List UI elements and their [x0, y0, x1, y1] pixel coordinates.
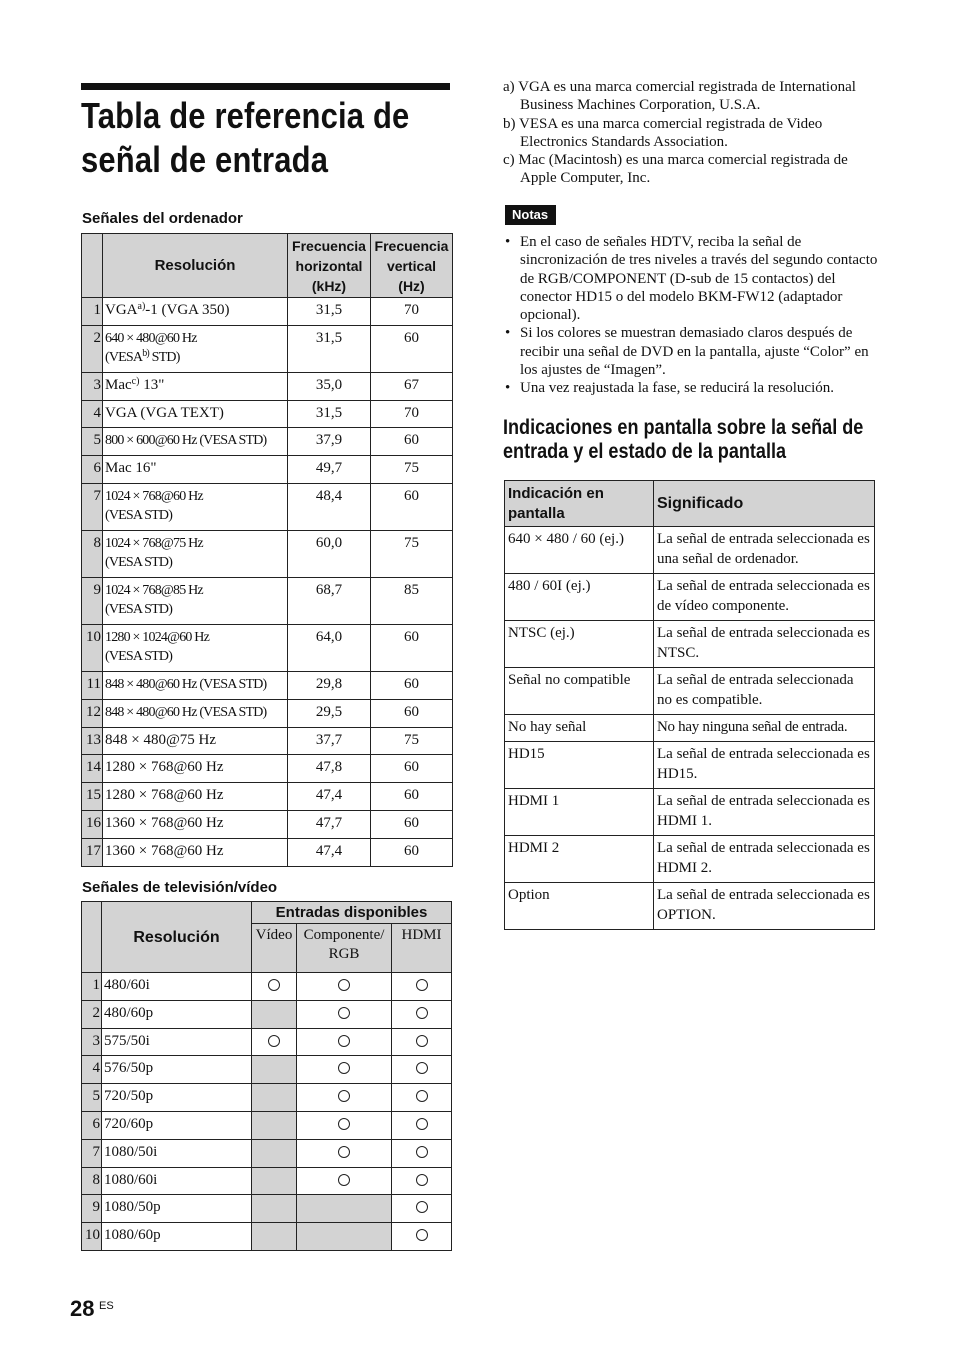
pc-header-hfreq — [288, 234, 371, 298]
indication-cell: No hay señal — [505, 715, 654, 742]
table-row — [82, 577, 453, 624]
table-row — [82, 428, 453, 456]
pc-signals-table — [81, 233, 453, 867]
video-cell — [252, 1167, 297, 1195]
video-cell — [252, 1139, 297, 1167]
vfreq-cell: 60 — [371, 325, 453, 372]
note-text: Una vez reajustada la fase, se reducirá la resolución. — [520, 380, 835, 397]
hfreq-cell: 47,8 — [288, 755, 371, 783]
table-row — [82, 1111, 452, 1139]
vfreq-cell: 60 — [371, 483, 453, 530]
available-circle-icon — [416, 1174, 428, 1186]
vfreq-cell: 70 — [371, 400, 453, 428]
hdmi-cell — [392, 1167, 452, 1195]
resolution-cell: 720/50p — [102, 1084, 252, 1112]
resolution-cell: 1080/60i — [102, 1167, 252, 1195]
footnote-item — [503, 115, 883, 152]
hfreq-cell: 64,0 — [288, 624, 371, 671]
vfreq-cell: 60 — [371, 838, 453, 866]
osd-header-meaning: Significado — [654, 481, 875, 527]
available-circle-icon — [416, 1062, 428, 1074]
vfreq-cell: 75 — [371, 456, 453, 484]
row-number: 10 — [82, 1223, 102, 1251]
resolution-line — [105, 301, 287, 320]
footnote-mark: c) — [131, 375, 140, 387]
resolution-line: 1024 × 768@75 Hz — [105, 535, 203, 551]
row-number: 10 — [82, 624, 103, 671]
row-number: 9 — [82, 1195, 102, 1223]
osd-table — [504, 480, 875, 930]
row-number: 4 — [82, 400, 103, 428]
resolution-cell — [103, 699, 288, 727]
hfreq-cell: 47,7 — [288, 810, 371, 838]
resolution-text: Mac — [105, 376, 132, 393]
bullet-icon: • — [505, 325, 511, 342]
component-cell — [297, 1223, 392, 1251]
row-number: 12 — [82, 699, 103, 727]
video-cell — [252, 1084, 297, 1112]
resolution-cell — [103, 325, 288, 372]
resolution-text: 1360 × 768@60 Hz — [105, 842, 224, 859]
vfreq-cell: 70 — [371, 298, 453, 326]
indication-cell: Señal no compatible — [505, 668, 654, 715]
available-circle-icon — [416, 1090, 428, 1102]
table-row — [82, 755, 453, 783]
resolution-line: 1024 × 768@60 Hz — [105, 488, 203, 504]
available-circle-icon — [416, 1007, 428, 1019]
component-cell — [297, 973, 392, 1001]
resolution-cell: 480/60p — [102, 1000, 252, 1028]
row-number: 13 — [82, 727, 103, 755]
resolution-cell — [103, 428, 288, 456]
resolution-cell: 1080/50p — [102, 1195, 252, 1223]
vfreq-cell: 67 — [371, 372, 453, 400]
resolution-cell — [103, 671, 288, 699]
resolution-line: (VESA STD) — [105, 507, 173, 523]
pc-header-vfreq — [371, 234, 453, 298]
table-row — [82, 1028, 452, 1056]
note-text: Si los colores se muestran demasiado claros después de recibir una señal de DVD en la pantalla, ajuste “Color” en los ajustes de “Imagen”. — [520, 325, 869, 379]
resolution-text: Mac 16" — [105, 460, 157, 477]
resolution-cell — [103, 530, 288, 577]
hfreq-cell: 49,7 — [288, 456, 371, 484]
component-cell — [297, 1084, 392, 1112]
table-row — [505, 789, 875, 836]
footnote-mark: b) — [503, 115, 516, 132]
row-number: 15 — [82, 783, 103, 811]
row-number: 14 — [82, 755, 103, 783]
available-circle-icon — [416, 1201, 428, 1213]
component-cell — [297, 1111, 392, 1139]
tv-header-component-line: Componente/ — [303, 927, 385, 943]
meaning-cell: La señal de entrada seleccionada no es compatible. — [654, 668, 875, 715]
meaning-cell: La señal de entrada seleccionada es una señal de ordenador. — [654, 527, 875, 574]
resolution-cell — [103, 727, 288, 755]
table-row — [82, 530, 453, 577]
table-row — [82, 483, 453, 530]
pc-header-vfreq-line: Frecuencia — [374, 237, 449, 254]
page-title: Tabla de referencia de señal de entrada — [81, 95, 410, 180]
vfreq-cell: 60 — [371, 671, 453, 699]
hfreq-cell: 35,0 — [288, 372, 371, 400]
tv-header-inputs: Entradas disponibles — [252, 902, 452, 924]
tv-signals-label: Señales de televisión/vídeo — [82, 879, 278, 896]
indication-cell: HDMI 2 — [505, 836, 654, 883]
row-number: 16 — [82, 810, 103, 838]
resolution-text: 848 × 480@60 Hz (VESA STD) — [105, 676, 267, 692]
footnote-item — [503, 151, 883, 188]
tv-signals-table — [81, 901, 452, 1251]
resolution-text: (VESA — [105, 349, 143, 365]
row-number: 1 — [82, 973, 102, 1001]
table-row — [82, 325, 453, 372]
footnote-text: Mac (Macintosh) es una marca comercial registrada de Apple Computer, Inc. — [518, 152, 848, 187]
resolution-line — [105, 376, 287, 395]
table-row — [82, 1000, 452, 1028]
meaning-cell: La señal de entrada seleccionada es HDMI 2. — [654, 836, 875, 883]
table-row — [82, 783, 453, 811]
footnote-mark: b) — [142, 347, 149, 359]
component-cell — [297, 1139, 392, 1167]
osd-header-indication: Indicación en pantalla — [505, 481, 654, 527]
table-row — [82, 671, 453, 699]
pc-header-hfreq-line: horizontal — [295, 257, 363, 274]
row-number: 3 — [82, 1028, 102, 1056]
component-cell — [297, 1167, 392, 1195]
resolution-line — [105, 348, 287, 367]
component-cell — [297, 1000, 392, 1028]
table-row — [82, 727, 453, 755]
title-rule — [81, 83, 450, 90]
table-row — [505, 621, 875, 668]
table-row — [505, 527, 875, 574]
hdmi-cell — [392, 1028, 452, 1056]
component-cell — [297, 1056, 392, 1084]
table-row — [82, 973, 452, 1001]
resolution-text: -1 (VGA 350) — [145, 302, 230, 318]
hdmi-cell — [392, 1084, 452, 1112]
footnote-text: VGA es una marca comercial registrada de International Business Machines Corporation, U.S.A. — [518, 79, 856, 114]
row-number: 1 — [82, 298, 103, 326]
hfreq-cell: 47,4 — [288, 838, 371, 866]
video-cell — [252, 973, 297, 1001]
hfreq-cell: 37,7 — [288, 727, 371, 755]
tv-header-resolution: Resolución — [102, 902, 252, 973]
available-circle-icon — [416, 1035, 428, 1047]
available-circle-icon — [268, 979, 280, 991]
indication-cell: NTSC (ej.) — [505, 621, 654, 668]
row-number: 4 — [82, 1056, 102, 1084]
resolution-cell: 480/60i — [102, 973, 252, 1001]
indication-cell: HDMI 1 — [505, 789, 654, 836]
table-row — [82, 810, 453, 838]
meaning-cell: La señal de entrada seleccionada es HD15. — [654, 742, 875, 789]
component-cell — [297, 1028, 392, 1056]
vfreq-cell: 60 — [371, 810, 453, 838]
row-number: 5 — [82, 428, 103, 456]
resolution-cell — [103, 577, 288, 624]
indication-cell: Option — [505, 883, 654, 930]
table-row — [505, 715, 875, 742]
pc-signals-label: Señales del ordenador — [82, 210, 243, 227]
table-row — [82, 1223, 452, 1251]
resolution-line: (VESA STD) — [105, 601, 173, 617]
table-row — [82, 838, 453, 866]
resolution-text: 848 × 480@75 Hz — [105, 731, 217, 748]
note-text: En el caso de señales HDTV, reciba la señal de sincronización de tres niveles a través del segundo contacto de RGB/COMPONENT (D-sub de 15 contactos) del conector HD15 o del modelo BKM-FW12 (adaptador opcional). — [520, 234, 878, 324]
resolution-text: 1280 × 768@60 Hz — [105, 787, 224, 804]
row-number: 6 — [82, 456, 103, 484]
hfreq-cell: 60,0 — [288, 530, 371, 577]
component-cell — [297, 1195, 392, 1223]
table-row — [82, 298, 453, 326]
meaning-cell: La señal de entrada seleccionada es OPTION. — [654, 883, 875, 930]
indication-cell: HD15 — [505, 742, 654, 789]
resolution-text: VGA — [105, 302, 138, 318]
resolution-line: (VESA STD) — [105, 648, 173, 664]
resolution-cell — [103, 456, 288, 484]
video-cell — [252, 1223, 297, 1251]
table-row — [82, 372, 453, 400]
note-item — [503, 324, 883, 379]
video-cell — [252, 1111, 297, 1139]
available-circle-icon — [268, 1035, 280, 1047]
footnote-text: VESA es una marca comercial registrada de Video Electronics Standards Association. — [518, 115, 823, 150]
pc-header-hfreq-line: (kHz) — [311, 277, 347, 294]
available-circle-icon — [338, 979, 350, 991]
row-number: 5 — [82, 1084, 102, 1112]
vfreq-cell: 75 — [371, 727, 453, 755]
row-number: 7 — [82, 483, 103, 530]
resolution-line: 640 × 480@60 Hz — [105, 330, 197, 346]
hfreq-cell: 31,5 — [288, 325, 371, 372]
resolution-cell — [103, 624, 288, 671]
resolution-cell: 1080/50i — [102, 1139, 252, 1167]
video-cell — [252, 1000, 297, 1028]
hdmi-cell — [392, 1223, 452, 1251]
table-row — [82, 456, 453, 484]
footnote-item — [503, 78, 883, 115]
table-row — [505, 742, 875, 789]
resolution-cell — [103, 755, 288, 783]
row-number: 11 — [82, 671, 103, 699]
pc-header-vfreq-line: vertical — [386, 257, 437, 274]
hfreq-cell: 29,8 — [288, 671, 371, 699]
indication-cell: 640 × 480 / 60 (ej.) — [505, 527, 654, 574]
table-row — [82, 699, 453, 727]
table-row — [505, 883, 875, 930]
available-circle-icon — [338, 1035, 350, 1047]
tv-header-component — [297, 924, 392, 973]
pc-header-hfreq-line: Frecuencia — [292, 237, 366, 254]
resolution-cell: 576/50p — [102, 1056, 252, 1084]
hfreq-cell: 31,5 — [288, 400, 371, 428]
hdmi-cell — [392, 973, 452, 1001]
available-circle-icon — [338, 1118, 350, 1130]
available-circle-icon — [416, 1146, 428, 1158]
table-row — [82, 400, 453, 428]
hdmi-cell — [392, 1056, 452, 1084]
note-item — [503, 233, 883, 324]
resolution-text: 848 × 480@60 Hz (VESA STD) — [105, 704, 267, 720]
tv-header-num — [82, 902, 102, 973]
table-row — [82, 1056, 452, 1084]
available-circle-icon — [338, 1007, 350, 1019]
resolution-text: 13" — [139, 376, 165, 393]
resolution-text: STD) — [148, 349, 180, 365]
row-number: 2 — [82, 325, 103, 372]
vfreq-cell: 60 — [371, 428, 453, 456]
resolution-text: VGA (VGA TEXT) — [105, 404, 224, 421]
meaning-cell: La señal de entrada seleccionada es HDMI 1. — [654, 789, 875, 836]
pc-header-resolution: Resolución — [103, 234, 288, 298]
resolution-cell — [103, 298, 288, 326]
vfreq-cell: 60 — [371, 783, 453, 811]
meaning-cell: No hay ninguna señal de entrada. — [654, 715, 875, 742]
video-cell — [252, 1195, 297, 1223]
bullet-icon: • — [505, 234, 511, 250]
hdmi-cell — [392, 1111, 452, 1139]
indication-cell: 480 / 60I (ej.) — [505, 574, 654, 621]
row-number: 8 — [82, 530, 103, 577]
hfreq-cell: 47,4 — [288, 783, 371, 811]
page-number: 28 — [70, 1296, 95, 1321]
available-circle-icon — [338, 1174, 350, 1186]
vfreq-cell: 85 — [371, 577, 453, 624]
hfreq-cell: 37,9 — [288, 428, 371, 456]
table-row — [82, 1167, 452, 1195]
resolution-cell — [103, 400, 288, 428]
footnote-mark: a) — [137, 301, 146, 312]
hfreq-cell: 29,5 — [288, 699, 371, 727]
table-row — [505, 836, 875, 883]
footnotes — [503, 78, 883, 188]
resolution-cell: 720/60p — [102, 1111, 252, 1139]
vfreq-cell: 60 — [371, 624, 453, 671]
table-row — [505, 574, 875, 621]
vfreq-cell: 75 — [371, 530, 453, 577]
hdmi-cell — [392, 1000, 452, 1028]
resolution-line: (VESA STD) — [105, 554, 173, 570]
meaning-cell: La señal de entrada seleccionada es NTSC. — [654, 621, 875, 668]
available-circle-icon — [338, 1146, 350, 1158]
table-row — [505, 668, 875, 715]
resolution-line: 1024 × 768@85 Hz — [105, 582, 203, 598]
resolution-cell: 575/50i — [102, 1028, 252, 1056]
resolution-cell — [103, 483, 288, 530]
available-circle-icon — [416, 979, 428, 991]
row-number: 8 — [82, 1167, 102, 1195]
pc-header-vfreq-line: (Hz) — [398, 277, 425, 294]
available-circle-icon — [416, 1229, 428, 1241]
video-cell — [252, 1028, 297, 1056]
video-cell — [252, 1056, 297, 1084]
resolution-text: 800 × 600@60 Hz (VESA STD) — [105, 433, 267, 449]
table-row — [82, 624, 453, 671]
hdmi-cell — [392, 1139, 452, 1167]
tv-header-hdmi: HDMI — [392, 924, 452, 973]
resolution-text: 1280 × 768@60 Hz — [105, 759, 224, 776]
meaning-cell: La señal de entrada seleccionada es de vídeo componente. — [654, 574, 875, 621]
row-number: 6 — [82, 1111, 102, 1139]
row-number: 7 — [82, 1139, 102, 1167]
tv-header-video: Vídeo — [252, 924, 297, 973]
osd-section-title: Indicaciones en pantalla sobre la señal de entrada y el estado de la pantalla — [503, 416, 864, 463]
row-number: 2 — [82, 1000, 102, 1028]
row-number: 17 — [82, 838, 103, 866]
available-circle-icon — [416, 1118, 428, 1130]
resolution-cell — [103, 783, 288, 811]
vfreq-cell: 60 — [371, 699, 453, 727]
table-row — [82, 1195, 452, 1223]
tv-header-component-line: RGB — [328, 946, 360, 962]
row-number: 9 — [82, 577, 103, 624]
vfreq-cell: 60 — [371, 755, 453, 783]
available-circle-icon — [338, 1062, 350, 1074]
pc-header-num — [82, 234, 103, 298]
available-circle-icon — [338, 1090, 350, 1102]
table-row — [82, 1084, 452, 1112]
resolution-line: 1280 × 1024@60 Hz — [105, 629, 210, 645]
table-row — [82, 1139, 452, 1167]
hfreq-cell: 31,5 — [288, 298, 371, 326]
resolution-text: 1360 × 768@60 Hz — [105, 814, 224, 831]
hdmi-cell — [392, 1195, 452, 1223]
footnote-mark: a) — [503, 79, 515, 95]
hfreq-cell: 48,4 — [288, 483, 371, 530]
resolution-cell — [103, 838, 288, 866]
note-item — [503, 379, 883, 397]
footnote-mark: c) — [503, 152, 515, 169]
resolution-cell — [103, 372, 288, 400]
bullet-icon: • — [505, 380, 511, 397]
resolution-cell: 1080/60p — [102, 1223, 252, 1251]
hfreq-cell: 68,7 — [288, 577, 371, 624]
page-language: ES — [99, 1300, 114, 1312]
row-number: 3 — [82, 372, 103, 400]
notes-badge: Notas — [505, 205, 556, 225]
notes-list — [503, 233, 883, 398]
resolution-cell — [103, 810, 288, 838]
